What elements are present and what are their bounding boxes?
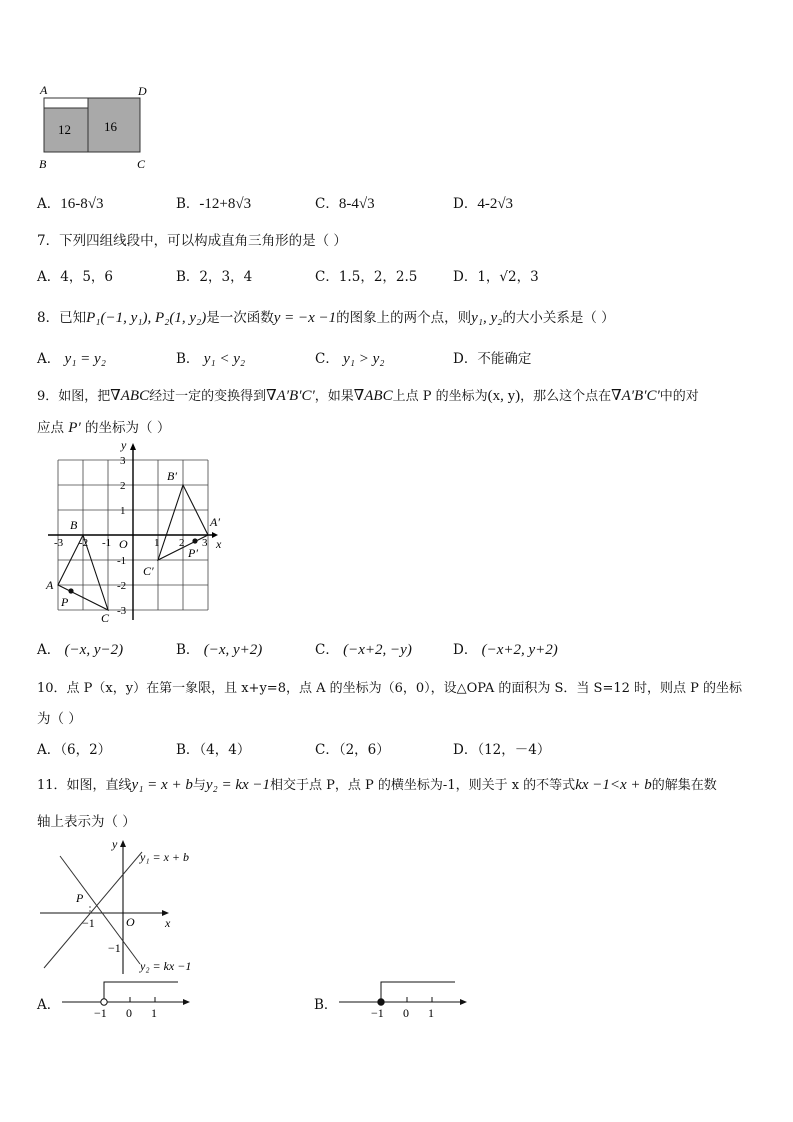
fig11-minus1-x: −1 xyxy=(82,916,95,930)
numberline-b-label-1: 1 xyxy=(428,1006,434,1020)
point-p xyxy=(68,588,73,593)
y-tick-1: 1 xyxy=(120,505,126,517)
q11-option-a-numberline[interactable] xyxy=(60,978,195,1020)
q9-option-a[interactable]: A． (−x, y−2) xyxy=(37,642,124,658)
q8-stem: 8．已知P₁(−1, y₁), P₂(1, y₂)是一次函数y = −x −1的图象上的两个点，则y₁, y₂的大小关系是（ ） xyxy=(37,310,615,326)
fig11-x-label: x xyxy=(165,916,171,930)
numberline-b-arrow xyxy=(460,999,467,1005)
fig11-line-y1 xyxy=(44,852,142,968)
y-tick-neg2: -2 xyxy=(117,580,127,592)
label-b: B xyxy=(70,518,78,532)
q7-stem: 7．下列四组线段中，可以构成直角三角形的是（ ） xyxy=(37,233,347,249)
numberline-a-label-neg1: −1 xyxy=(94,1006,107,1020)
fig11-p-label: P xyxy=(76,891,84,905)
y-tick-2: 2 xyxy=(120,480,126,492)
q6-option-b[interactable]: B．-12+8√3 xyxy=(176,196,252,212)
numberline-b-closed-point xyxy=(378,999,384,1005)
x-tick-1: 1 xyxy=(154,537,160,549)
q8-option-a[interactable]: A． y₁ = y₂ xyxy=(37,351,106,367)
y-tick-neg3: -3 xyxy=(117,605,127,617)
x-tick-neg2: -2 xyxy=(79,537,89,549)
label-p: P xyxy=(61,595,69,609)
q9-stem-line2: 应点 P′ 的坐标为（ ） xyxy=(37,420,171,436)
q7-option-a[interactable]: A．4，5，6 xyxy=(37,269,114,285)
label-a2: A′ xyxy=(210,515,220,529)
x-tick-2: 2 xyxy=(179,537,185,549)
fig11-line1-label: y₁ = x + b xyxy=(140,850,190,864)
q10-option-b[interactable]: B．（4，4） xyxy=(176,742,251,758)
fig6-label-D: D xyxy=(138,84,147,98)
y-tick-neg1: -1 xyxy=(117,555,127,567)
q9-option-c[interactable]: C． (−x+2, −y) xyxy=(315,642,412,658)
fig11-y-label: y xyxy=(112,837,118,851)
q7-option-c[interactable]: C．1.5，2，2.5 xyxy=(315,269,418,285)
q9-stem-line1: 9．如图，把∇ABC经过一定的变换得到∇A′B′C′，如果∇ABC上点 P 的坐标为(x, y)，那么这个点在∇A′B′C′中的对 xyxy=(37,388,699,404)
numberline-b-ray xyxy=(381,982,455,999)
q6-option-c[interactable]: C．8-4√3 xyxy=(315,196,375,212)
q11-option-b-letter[interactable]: B． xyxy=(314,997,338,1013)
fig11-y-arrow xyxy=(120,840,126,847)
numberline-a-open-point xyxy=(101,999,107,1005)
q10-stem-line1: 10．点 P（x，y）在第一象限，且 x+y=8，点 A 的坐标为（6，0），设△OPA 的面积为 S．当 S=12 时，则点 P 的坐标 xyxy=(37,681,743,696)
q11-option-a-letter[interactable]: A． xyxy=(37,997,61,1013)
label-c: C xyxy=(101,611,110,625)
fig6-label-A: A xyxy=(40,83,48,97)
q11-stem-line1: 11．如图，直线y₁ = x + b与y₂ = kx −1相交于点 P，点 P 的横坐标为-1，则关于 x 的不等式kx −1<x + b的解集在数 xyxy=(37,777,717,793)
x-axis-label: x xyxy=(216,537,222,551)
y-axis-arrow xyxy=(130,443,136,450)
numberline-a-ray xyxy=(104,982,178,999)
q10-option-c[interactable]: C．（2，6） xyxy=(315,742,390,758)
label-c2: C′ xyxy=(143,564,154,578)
fig11-line2-label: y₂ = kx −1 xyxy=(140,959,192,973)
fig11-line-y2 xyxy=(60,856,140,964)
q8-option-b[interactable]: B． y₁ < y₂ xyxy=(176,351,246,367)
origin-label: O xyxy=(119,537,128,551)
label-b2: B′ xyxy=(167,469,177,483)
y-axis-label: y xyxy=(121,440,127,452)
x-tick-neg3: -3 xyxy=(54,537,64,549)
q8-option-d[interactable]: D．不能确定 xyxy=(453,351,532,367)
numberline-a-arrow xyxy=(183,999,190,1005)
numberline-b-label-0: 0 xyxy=(403,1006,409,1020)
figure-q9-grid xyxy=(40,440,230,630)
y-tick-3: 3 xyxy=(120,455,126,467)
q6-option-a[interactable]: A．16-8√3 xyxy=(37,196,104,212)
x-tick-3: 3 xyxy=(202,537,208,549)
fig6-label-C: C xyxy=(137,157,146,171)
label-p2: P′ xyxy=(188,546,198,560)
figure-q11-lines xyxy=(36,836,206,976)
q10-option-a[interactable]: A．（6，2） xyxy=(37,742,112,758)
label-a: A xyxy=(46,578,54,592)
q10-option-d[interactable]: D．（12，－4） xyxy=(453,742,551,758)
q9-option-b[interactable]: B． (−x, y+2) xyxy=(176,642,263,658)
fig11-minus1-y: −1 xyxy=(108,941,121,955)
q9-option-d[interactable]: D． (−x+2, y+2) xyxy=(453,642,558,658)
q7-option-b[interactable]: B．2，3，4 xyxy=(176,269,253,285)
point-p2 xyxy=(192,538,197,543)
fig6-square-right-label: 16 xyxy=(104,119,117,134)
numberline-a-label-0: 0 xyxy=(126,1006,132,1020)
fig11-origin-label: O xyxy=(126,915,135,929)
q7-option-d[interactable]: D．1，√2，3 xyxy=(453,269,539,285)
q11-stem-line2: 轴上表示为（ ） xyxy=(37,814,136,830)
fig6-label-B: B xyxy=(39,157,47,171)
figure-q6-squares xyxy=(36,82,156,172)
q11-option-b-numberline[interactable] xyxy=(337,978,472,1020)
q8-option-c[interactable]: C． y₁ > y₂ xyxy=(315,351,385,367)
numberline-a-label-1: 1 xyxy=(151,1006,157,1020)
q6-option-d[interactable]: D．4-2√3 xyxy=(453,196,514,212)
numberline-b-label-neg1: −1 xyxy=(371,1006,384,1020)
x-tick-neg1: -1 xyxy=(102,537,112,549)
q10-stem-line2: 为（ ） xyxy=(37,711,82,727)
fig6-square-left-label: 12 xyxy=(58,122,71,137)
